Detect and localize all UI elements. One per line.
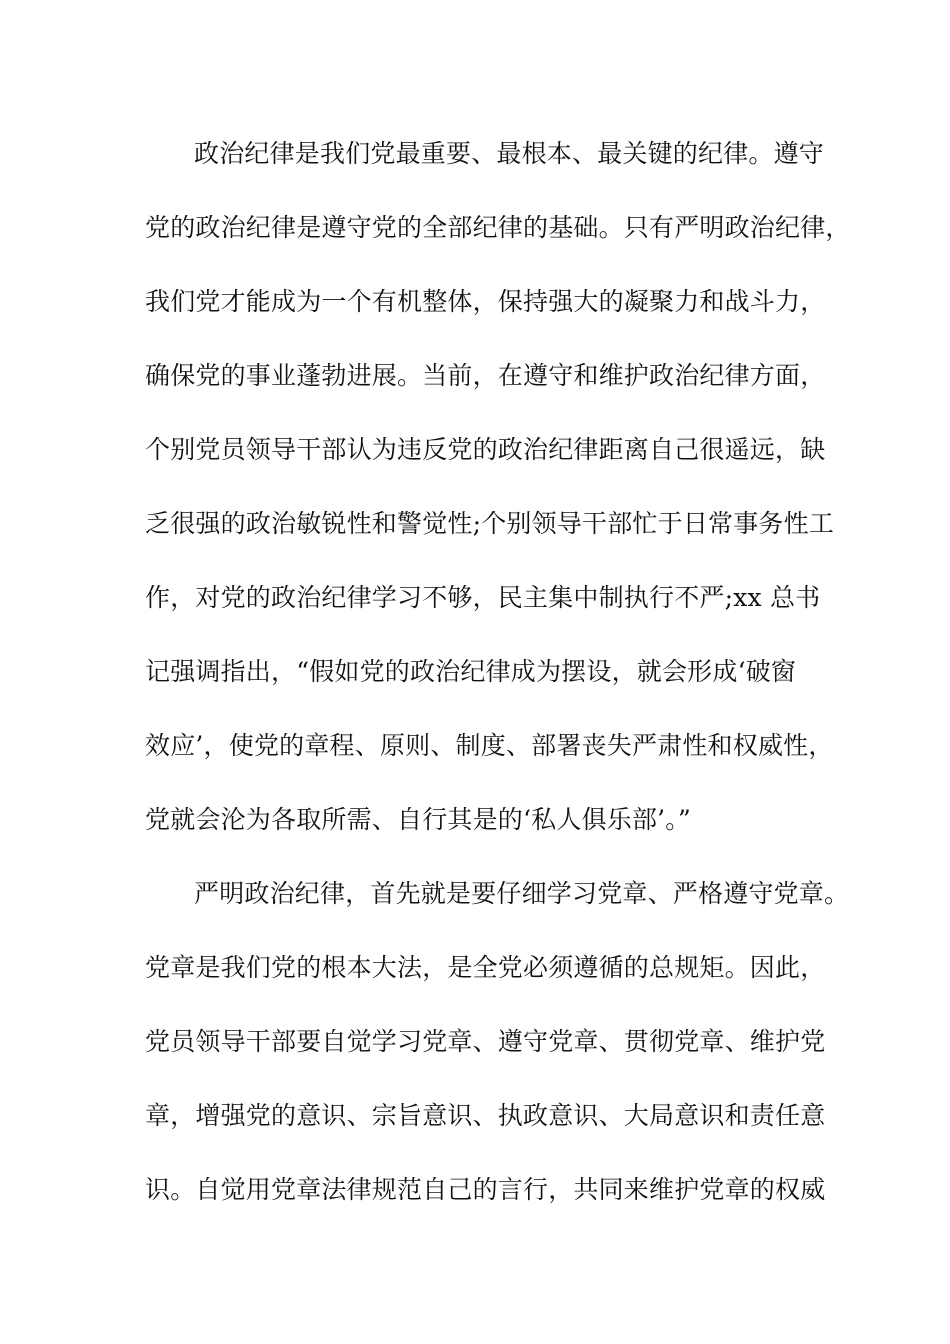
paragraph-1-line-3: 我们党才能成为一个有机整体，保持强大的凝聚力和战斗力，: [145, 287, 826, 316]
paragraph-2-line-5: 识。自觉用党章法律规范自己的言行，共同来维护党章的权威: [145, 1175, 826, 1204]
paragraph-2-line-2: 党章是我们党的根本大法，是全党必须遵循的总规矩。因此，: [145, 953, 826, 982]
paragraph-2-line-4: 章，增强党的意识、宗旨意识、执政意识、大局意识和责任意: [145, 1101, 826, 1130]
paragraph-1-line-6: 乏很强的政治敏锐性和警觉性;个别领导干部忙于日常事务性工: [145, 509, 835, 538]
paragraph-1-line-7: 作，对党的政治纪律学习不够，民主集中制执行不严;xx 总书: [145, 583, 821, 612]
paragraph-1-line-8: 记强调指出，“假如党的政治纪律成为摆设，就会形成‘破窗: [145, 657, 797, 686]
paragraph-1-line-5: 个别党员领导干部认为违反党的政治纪律距离自己很遥远，缺: [145, 435, 826, 464]
paragraph-2-line-3: 党员领导干部要自觉学习党章、遵守党章、贯彻党章、维护党: [145, 1027, 826, 1056]
paragraph-1-line-10: 党就会沦为各取所需、自行其是的‘私人俱乐部’。”: [145, 805, 691, 834]
paragraph-1-line-1: 政治纪律是我们党最重要、最根本、最关键的纪律。遵守: [194, 139, 825, 168]
paragraph-1-line-2: 党的政治纪律是遵守党的全部纪律的基础。只有严明政治纪律，: [145, 213, 851, 242]
paragraph-1-line-4: 确保党的事业蓬勃进展。当前，在遵守和维护政治纪律方面，: [145, 361, 826, 390]
paragraph-1-line-9: 效应’，使党的章程、原则、制度、部署丧失严肃性和权威性，: [145, 731, 834, 760]
paragraph-2-line-1: 严明政治纪律，首先就是要仔细学习党章、严格遵守党章。: [194, 879, 850, 908]
